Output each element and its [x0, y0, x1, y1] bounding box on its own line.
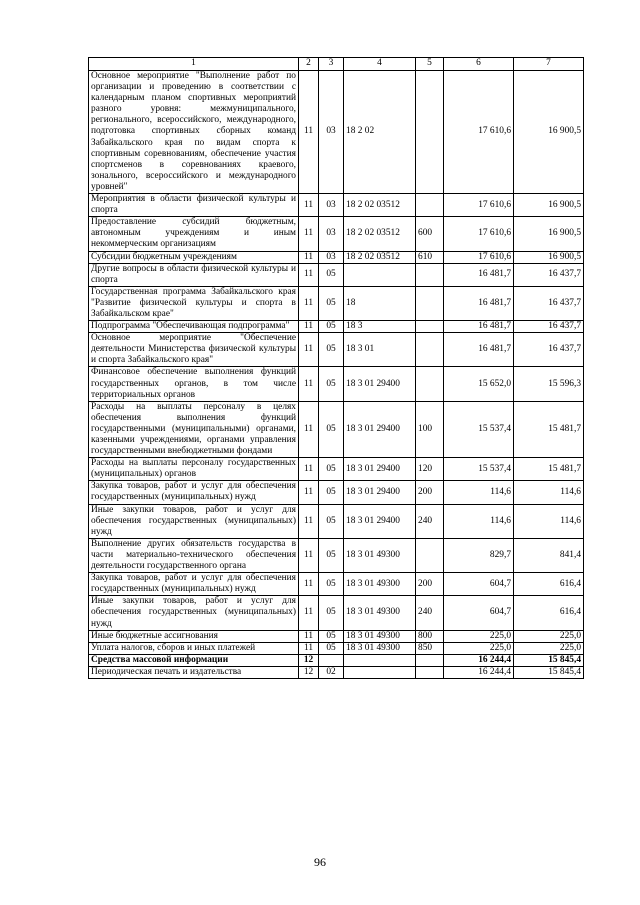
table-row — [89, 263, 584, 286]
section-code-cell: 11 — [299, 217, 319, 251]
amount-column-7-cell: 15 481,7 — [514, 458, 584, 481]
section-code-cell: 12 — [299, 654, 319, 666]
subsection-code-cell: 05 — [319, 596, 344, 630]
subsection-code-cell: 05 — [319, 481, 344, 504]
section-code-cell: 11 — [299, 458, 319, 481]
section-code-cell: 11 — [299, 596, 319, 630]
target-article-code-cell: 18 3 01 29400 — [344, 504, 416, 538]
column-header: 2 — [299, 58, 319, 71]
amount-column-7-cell: 16 437,7 — [514, 321, 584, 333]
expense-type-code-cell: 200 — [416, 573, 444, 596]
section-code-cell: 11 — [299, 194, 319, 217]
table-row — [89, 458, 584, 481]
amount-column-7-cell: 16 437,7 — [514, 286, 584, 320]
row-name-cell: Иные закупки товаров, работ и услуг для обеспечения государственных (муниципальных) нужд — [89, 504, 299, 538]
row-name-cell: Выполнение других обязательств государства в части материально-технического обеспечения деятельности государственного органа — [89, 538, 299, 572]
target-article-code-cell: 18 3 01 49300 — [344, 630, 416, 642]
row-name-cell: Подпрограмма "Обеспечивающая подпрограмма" — [89, 321, 299, 333]
table-row — [89, 217, 584, 251]
expense-type-code-cell — [416, 538, 444, 572]
target-article-code-cell: 18 3 01 49300 — [344, 642, 416, 654]
subsection-code-cell: 05 — [319, 321, 344, 333]
amount-column-6-cell: 16 244,4 — [444, 666, 514, 678]
amount-column-7-cell: 16 900,5 — [514, 194, 584, 217]
amount-column-7-cell: 114,6 — [514, 481, 584, 504]
subsection-code-cell — [319, 654, 344, 666]
row-name-cell: Иные закупки товаров, работ и услуг для обеспечения государственных (муниципальных) нужд — [89, 596, 299, 630]
table-row — [89, 630, 584, 642]
amount-column-6-cell: 225,0 — [444, 642, 514, 654]
amount-column-6-cell: 16 244,4 — [444, 654, 514, 666]
subsection-code-cell: 03 — [319, 217, 344, 251]
section-code-cell: 11 — [299, 573, 319, 596]
expense-type-code-cell: 100 — [416, 401, 444, 457]
column-header: 1 — [89, 58, 299, 71]
amount-column-6-cell: 17 610,6 — [444, 251, 514, 263]
table-row — [89, 504, 584, 538]
subsection-code-cell: 02 — [319, 666, 344, 678]
row-name-cell: Закупка товаров, работ и услуг для обеспечения государственных (муниципальных) нужд — [89, 573, 299, 596]
target-article-code-cell: 18 3 01 49300 — [344, 573, 416, 596]
expense-type-code-cell — [416, 654, 444, 666]
subsection-code-cell: 05 — [319, 458, 344, 481]
row-name-cell: Основное мероприятие "Выполнение работ по организации и проведению в соответствии с календарным планом спортивных мероприятий разного уровня: межмуниципального, регионального, всероссийского, международного, подготовка спортивных сборных команд Забайкальского края по видам спорта к спортивным соревнованиям, обеспечение участия спортсменов в соревнованиях краевого, зонального, всероссийского и международного уровней" — [89, 71, 299, 194]
row-name-cell: Другие вопросы в области физической культуры и спорта — [89, 263, 299, 286]
table-row — [89, 321, 584, 333]
table-row — [89, 573, 584, 596]
table-row — [89, 538, 584, 572]
amount-column-6-cell: 604,7 — [444, 573, 514, 596]
amount-column-7-cell: 616,4 — [514, 573, 584, 596]
target-article-code-cell: 18 3 01 — [344, 333, 416, 367]
amount-column-6-cell: 829,7 — [444, 538, 514, 572]
target-article-code-cell: 18 3 01 29400 — [344, 458, 416, 481]
column-header: 3 — [319, 58, 344, 71]
row-name-cell: Иные бюджетные ассигнования — [89, 630, 299, 642]
table-header-row — [89, 58, 584, 71]
amount-column-7-cell: 114,6 — [514, 504, 584, 538]
subsection-code-cell: 05 — [319, 263, 344, 286]
expense-type-code-cell — [416, 666, 444, 678]
table-row — [89, 654, 584, 666]
section-code-cell: 11 — [299, 401, 319, 457]
subsection-code-cell: 05 — [319, 333, 344, 367]
target-article-code-cell: 18 2 02 03512 — [344, 217, 416, 251]
column-header: 6 — [444, 58, 514, 71]
amount-column-6-cell: 16 481,7 — [444, 286, 514, 320]
target-article-code-cell: 18 3 01 49300 — [344, 538, 416, 572]
target-article-code-cell: 18 2 02 — [344, 71, 416, 194]
table-row — [89, 194, 584, 217]
section-code-cell: 11 — [299, 71, 319, 194]
target-article-code-cell — [344, 263, 416, 286]
row-name-cell: Мероприятия в области физической культуры и спорта — [89, 194, 299, 217]
section-code-cell: 11 — [299, 286, 319, 320]
section-code-cell: 11 — [299, 321, 319, 333]
subsection-code-cell: 05 — [319, 367, 344, 401]
table-row — [89, 481, 584, 504]
expense-type-code-cell: 240 — [416, 596, 444, 630]
row-name-cell: Закупка товаров, работ и услуг для обеспечения государственных (муниципальных) нужд — [89, 481, 299, 504]
amount-column-6-cell: 17 610,6 — [444, 217, 514, 251]
section-code-cell: 11 — [299, 630, 319, 642]
amount-column-7-cell: 841,4 — [514, 538, 584, 572]
amount-column-7-cell: 16 437,7 — [514, 263, 584, 286]
subsection-code-cell: 05 — [319, 504, 344, 538]
amount-column-6-cell: 16 481,7 — [444, 321, 514, 333]
target-article-code-cell — [344, 654, 416, 666]
amount-column-7-cell: 616,4 — [514, 596, 584, 630]
target-article-code-cell: 18 3 — [344, 321, 416, 333]
subsection-code-cell: 05 — [319, 286, 344, 320]
amount-column-6-cell: 225,0 — [444, 630, 514, 642]
section-code-cell: 11 — [299, 504, 319, 538]
subsection-code-cell: 03 — [319, 71, 344, 194]
table-row — [89, 333, 584, 367]
row-name-cell: Уплата налогов, сборов и иных платежей — [89, 642, 299, 654]
amount-column-7-cell: 15 845,4 — [514, 666, 584, 678]
amount-column-6-cell: 114,6 — [444, 504, 514, 538]
row-name-cell: Государственная программа Забайкальского края "Развитие физической культуры и спорта в Забайкальском крае" — [89, 286, 299, 320]
table-body — [89, 71, 584, 679]
column-header: 4 — [344, 58, 416, 71]
table-row — [89, 367, 584, 401]
subsection-code-cell: 03 — [319, 251, 344, 263]
amount-column-7-cell: 225,0 — [514, 642, 584, 654]
target-article-code-cell: 18 3 01 29400 — [344, 367, 416, 401]
amount-column-6-cell: 114,6 — [444, 481, 514, 504]
expense-type-code-cell — [416, 321, 444, 333]
row-name-cell: Предоставление субсидий бюджетным, автономным учреждениям и иным некоммерческим организациям — [89, 217, 299, 251]
amount-column-7-cell: 15 596,3 — [514, 367, 584, 401]
expense-type-code-cell: 120 — [416, 458, 444, 481]
row-name-cell: Периодическая печать и издательства — [89, 666, 299, 678]
target-article-code-cell: 18 3 01 49300 — [344, 596, 416, 630]
row-name-cell: Расходы на выплаты персоналу в целях обеспечения выполнения функций государственными (муниципальными) органами, казенными учреждениями, органами управления государственными внебюджетными фондами — [89, 401, 299, 457]
expense-type-code-cell — [416, 263, 444, 286]
expense-type-code-cell: 200 — [416, 481, 444, 504]
expense-type-code-cell — [416, 286, 444, 320]
table-row — [89, 71, 584, 194]
amount-column-6-cell: 15 652,0 — [444, 367, 514, 401]
page-number: 96 — [314, 855, 326, 869]
amount-column-6-cell: 16 481,7 — [444, 333, 514, 367]
section-code-cell: 11 — [299, 481, 319, 504]
subsection-code-cell: 05 — [319, 630, 344, 642]
section-code-cell: 11 — [299, 251, 319, 263]
row-name-cell: Средства массовой информации — [89, 654, 299, 666]
row-name-cell: Основное мероприятие "Обеспечение деятельности Министерства физической культуры и спорта Забайкальского края" — [89, 333, 299, 367]
amount-column-7-cell: 15 481,7 — [514, 401, 584, 457]
section-code-cell: 11 — [299, 538, 319, 572]
section-code-cell: 11 — [299, 263, 319, 286]
section-code-cell: 11 — [299, 333, 319, 367]
row-name-cell: Расходы на выплаты персоналу государственных (муниципальных) органов — [89, 458, 299, 481]
subsection-code-cell: 05 — [319, 538, 344, 572]
section-code-cell: 12 — [299, 666, 319, 678]
target-article-code-cell: 18 2 02 03512 — [344, 251, 416, 263]
expense-type-code-cell: 610 — [416, 251, 444, 263]
amount-column-7-cell: 15 845,4 — [514, 654, 584, 666]
target-article-code-cell: 18 3 01 29400 — [344, 481, 416, 504]
table-row — [89, 642, 584, 654]
expense-type-code-cell: 850 — [416, 642, 444, 654]
amount-column-6-cell: 17 610,6 — [444, 194, 514, 217]
expense-type-code-cell: 600 — [416, 217, 444, 251]
target-article-code-cell: 18 3 01 29400 — [344, 401, 416, 457]
amount-column-6-cell: 15 537,4 — [444, 458, 514, 481]
amount-column-7-cell: 16 900,5 — [514, 251, 584, 263]
amount-column-6-cell: 15 537,4 — [444, 401, 514, 457]
target-article-code-cell: 18 2 02 03512 — [344, 194, 416, 217]
expense-type-code-cell: 800 — [416, 630, 444, 642]
expense-type-code-cell — [416, 367, 444, 401]
table-row — [89, 596, 584, 630]
amount-column-7-cell: 16 900,5 — [514, 71, 584, 194]
subsection-code-cell: 05 — [319, 642, 344, 654]
row-name-cell: Финансовое обеспечение выполнения функций государственных органов, в том числе территориальных органов — [89, 367, 299, 401]
table-row — [89, 286, 584, 320]
table-row — [89, 401, 584, 457]
target-article-code-cell: 18 — [344, 286, 416, 320]
amount-column-7-cell: 225,0 — [514, 630, 584, 642]
column-header: 5 — [416, 58, 444, 71]
amount-column-7-cell: 16 437,7 — [514, 333, 584, 367]
amount-column-6-cell: 17 610,6 — [444, 71, 514, 194]
expense-type-code-cell — [416, 333, 444, 367]
column-header: 7 — [514, 58, 584, 71]
table-row — [89, 666, 584, 678]
target-article-code-cell — [344, 666, 416, 678]
expense-type-code-cell: 240 — [416, 504, 444, 538]
section-code-cell: 11 — [299, 642, 319, 654]
subsection-code-cell: 05 — [319, 401, 344, 457]
budget-table — [88, 57, 584, 679]
expense-type-code-cell — [416, 194, 444, 217]
expense-type-code-cell — [416, 71, 444, 194]
amount-column-6-cell: 604,7 — [444, 596, 514, 630]
amount-column-7-cell: 16 900,5 — [514, 217, 584, 251]
row-name-cell: Субсидии бюджетным учреждениям — [89, 251, 299, 263]
table-row — [89, 251, 584, 263]
subsection-code-cell: 05 — [319, 573, 344, 596]
amount-column-6-cell: 16 481,7 — [444, 263, 514, 286]
section-code-cell: 11 — [299, 367, 319, 401]
subsection-code-cell: 03 — [319, 194, 344, 217]
